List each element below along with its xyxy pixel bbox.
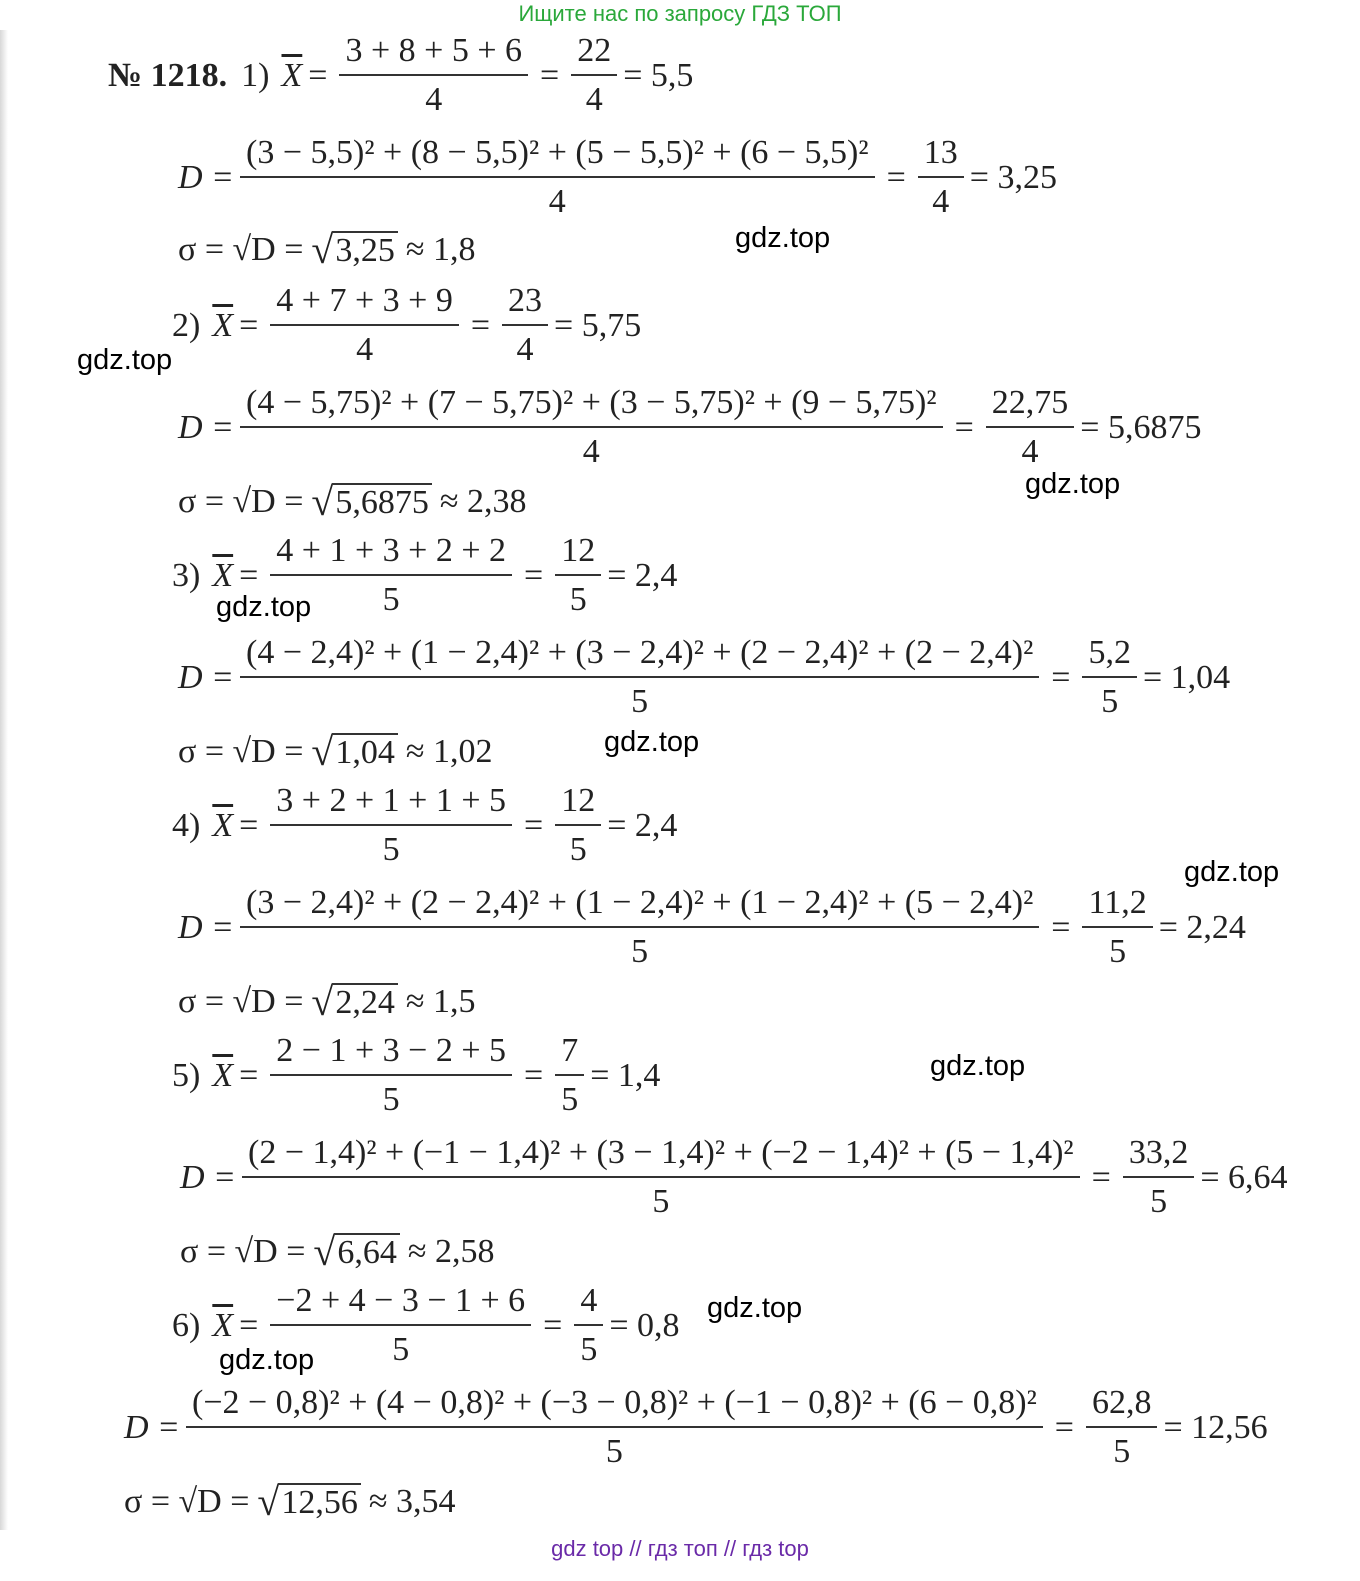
part-1-mean: № 1218. 1) $\overline{X}$ = $\frac{3 + 8 + 5 + 6}{4}$ = $\frac{22}{4}$ = 5,5 — [108, 28, 693, 124]
part-3-variance: D = (4 − 2,4)² + (1 − 2,4)² + (3 − 2,4)² + (2 − 2,4)² + (2 − 2,4)² 5 = $\frac{5,2}{5}$ = 1,04 — [178, 630, 1230, 726]
footer-banner[interactable]: gdz top // гдз топ // гдз top — [551, 1536, 809, 1561]
part-6-sigma: σ = √D = √ 12,56 ≈ 3,54 — [124, 1479, 456, 1524]
part-5-sigma: σ = √D = √ 6,64 ≈ 2,58 — [180, 1229, 495, 1274]
mean-result: = 5,5 — [623, 57, 694, 94]
sqrt: √ 2,24 — [311, 978, 397, 1025]
watermark: gdz.top — [604, 726, 700, 758]
sqrt: √ 6,64 — [313, 1228, 399, 1275]
watermark: gdz.top — [707, 1292, 803, 1324]
scan-edge-shadow — [0, 30, 8, 1530]
part-4-variance: D = (3 − 2,4)² + (2 − 2,4)² + (1 − 2,4)² + (1 − 2,4)² + (5 − 2,4)² 5 = $\frac{11,2}{5}$ = 2,24 — [178, 880, 1246, 976]
part-2-variance: D = $\frac{\text{(4 − 5,75)² + (7 − 5,75)² + (3 − 5,75)² + (9 − 5,75)²}}{4}$ = $\frac{22,75}{4}$ = 5,6875 — [178, 380, 1201, 476]
mean-symbol: $\overline{X}$ — [281, 57, 303, 94]
watermark: gdz.top — [1184, 856, 1280, 888]
part-4-mean: 4) $\overline{X}$ = $\frac{3 + 2 + 1 + 1 + 5}{5}$ = $\frac{12}{5}$ = 2,4 — [172, 778, 677, 874]
part-6-variance: D = (−2 − 0,8)² + (4 − 0,8)² + (−3 − 0,8)² + (−1 − 0,8)² + (6 − 0,8)² 5 = $\frac{62,8}{5}$ = 12,56 — [124, 1380, 1268, 1476]
task-number: № 1218. — [108, 57, 228, 94]
sqrt: √ 12,56 — [257, 1478, 360, 1525]
watermark: gdz.top — [1025, 468, 1121, 500]
part-2-sigma: σ = √D = √ 5,6875 ≈ 2,38 — [178, 479, 527, 524]
part-1-sigma: σ = √D = √ 3,25 ≈ 1,8 — [178, 227, 476, 272]
part-label: 1) — [241, 57, 270, 94]
watermark: gdz.top — [219, 1344, 315, 1376]
part-3-sigma: σ = √D = √ 1,04 ≈ 1,02 — [178, 729, 493, 774]
sqrt: √ 5,6875 — [311, 478, 431, 525]
header-banner[interactable]: Ищите нас по запросу ГДЗ ТОП — [518, 1, 842, 26]
watermark: gdz.top — [216, 591, 312, 623]
mean-fraction: $\frac{3 + 8 + 5 + 6}{4}$ — [339, 28, 528, 124]
part-3-mean: 3) $\overline{X}$ = $\frac{4 + 1 + 3 + 2 + 2}{5}$ = $\frac{12}{5}$ = 2,4 — [172, 528, 677, 624]
part-2-mean: 2) $\overline{X}$ = $\frac{4 + 7 + 3 + 9}{4}$ = $\frac{23}{4}$ = 5,75 — [172, 278, 641, 374]
sqrt: √ 3,25 — [311, 226, 397, 273]
sqrt: √ 1,04 — [311, 728, 397, 775]
part-1-variance: D = $\frac{\text{(3 − 5,5)² + (8 − 5,5)² + (5 − 5,5)² + (6 − 5,5)²}}{4}$ = $\frac{13}{4}$ = 3,25 — [178, 130, 1057, 226]
watermark: gdz.top — [735, 222, 831, 254]
part-4-sigma: σ = √D = √ 2,24 ≈ 1,5 — [178, 979, 476, 1024]
part-5-mean: 5) $\overline{X}$ = $\frac{2 - 1 + 3 - 2 + 5}{5}$ = $\frac{7}{5}$ = 1,4 — [172, 1028, 660, 1124]
part-6-mean: 6) $\overline{X}$ = $\frac{-2 + 4 - 3 - 1 + 6}{5}$ = $\frac{4}{5}$ = 0,8 — [172, 1278, 680, 1374]
watermark: gdz.top — [930, 1050, 1026, 1082]
part-5-variance: D = (2 − 1,4)² + (−1 − 1,4)² + (3 − 1,4)² + (−2 − 1,4)² + (5 − 1,4)² 5 = $\frac{33,2}{5}$ = 6,64 — [180, 1130, 1288, 1226]
watermark: gdz.top — [77, 344, 173, 376]
mean-fraction-simplified: $\frac{22}{4}$ — [571, 28, 617, 124]
